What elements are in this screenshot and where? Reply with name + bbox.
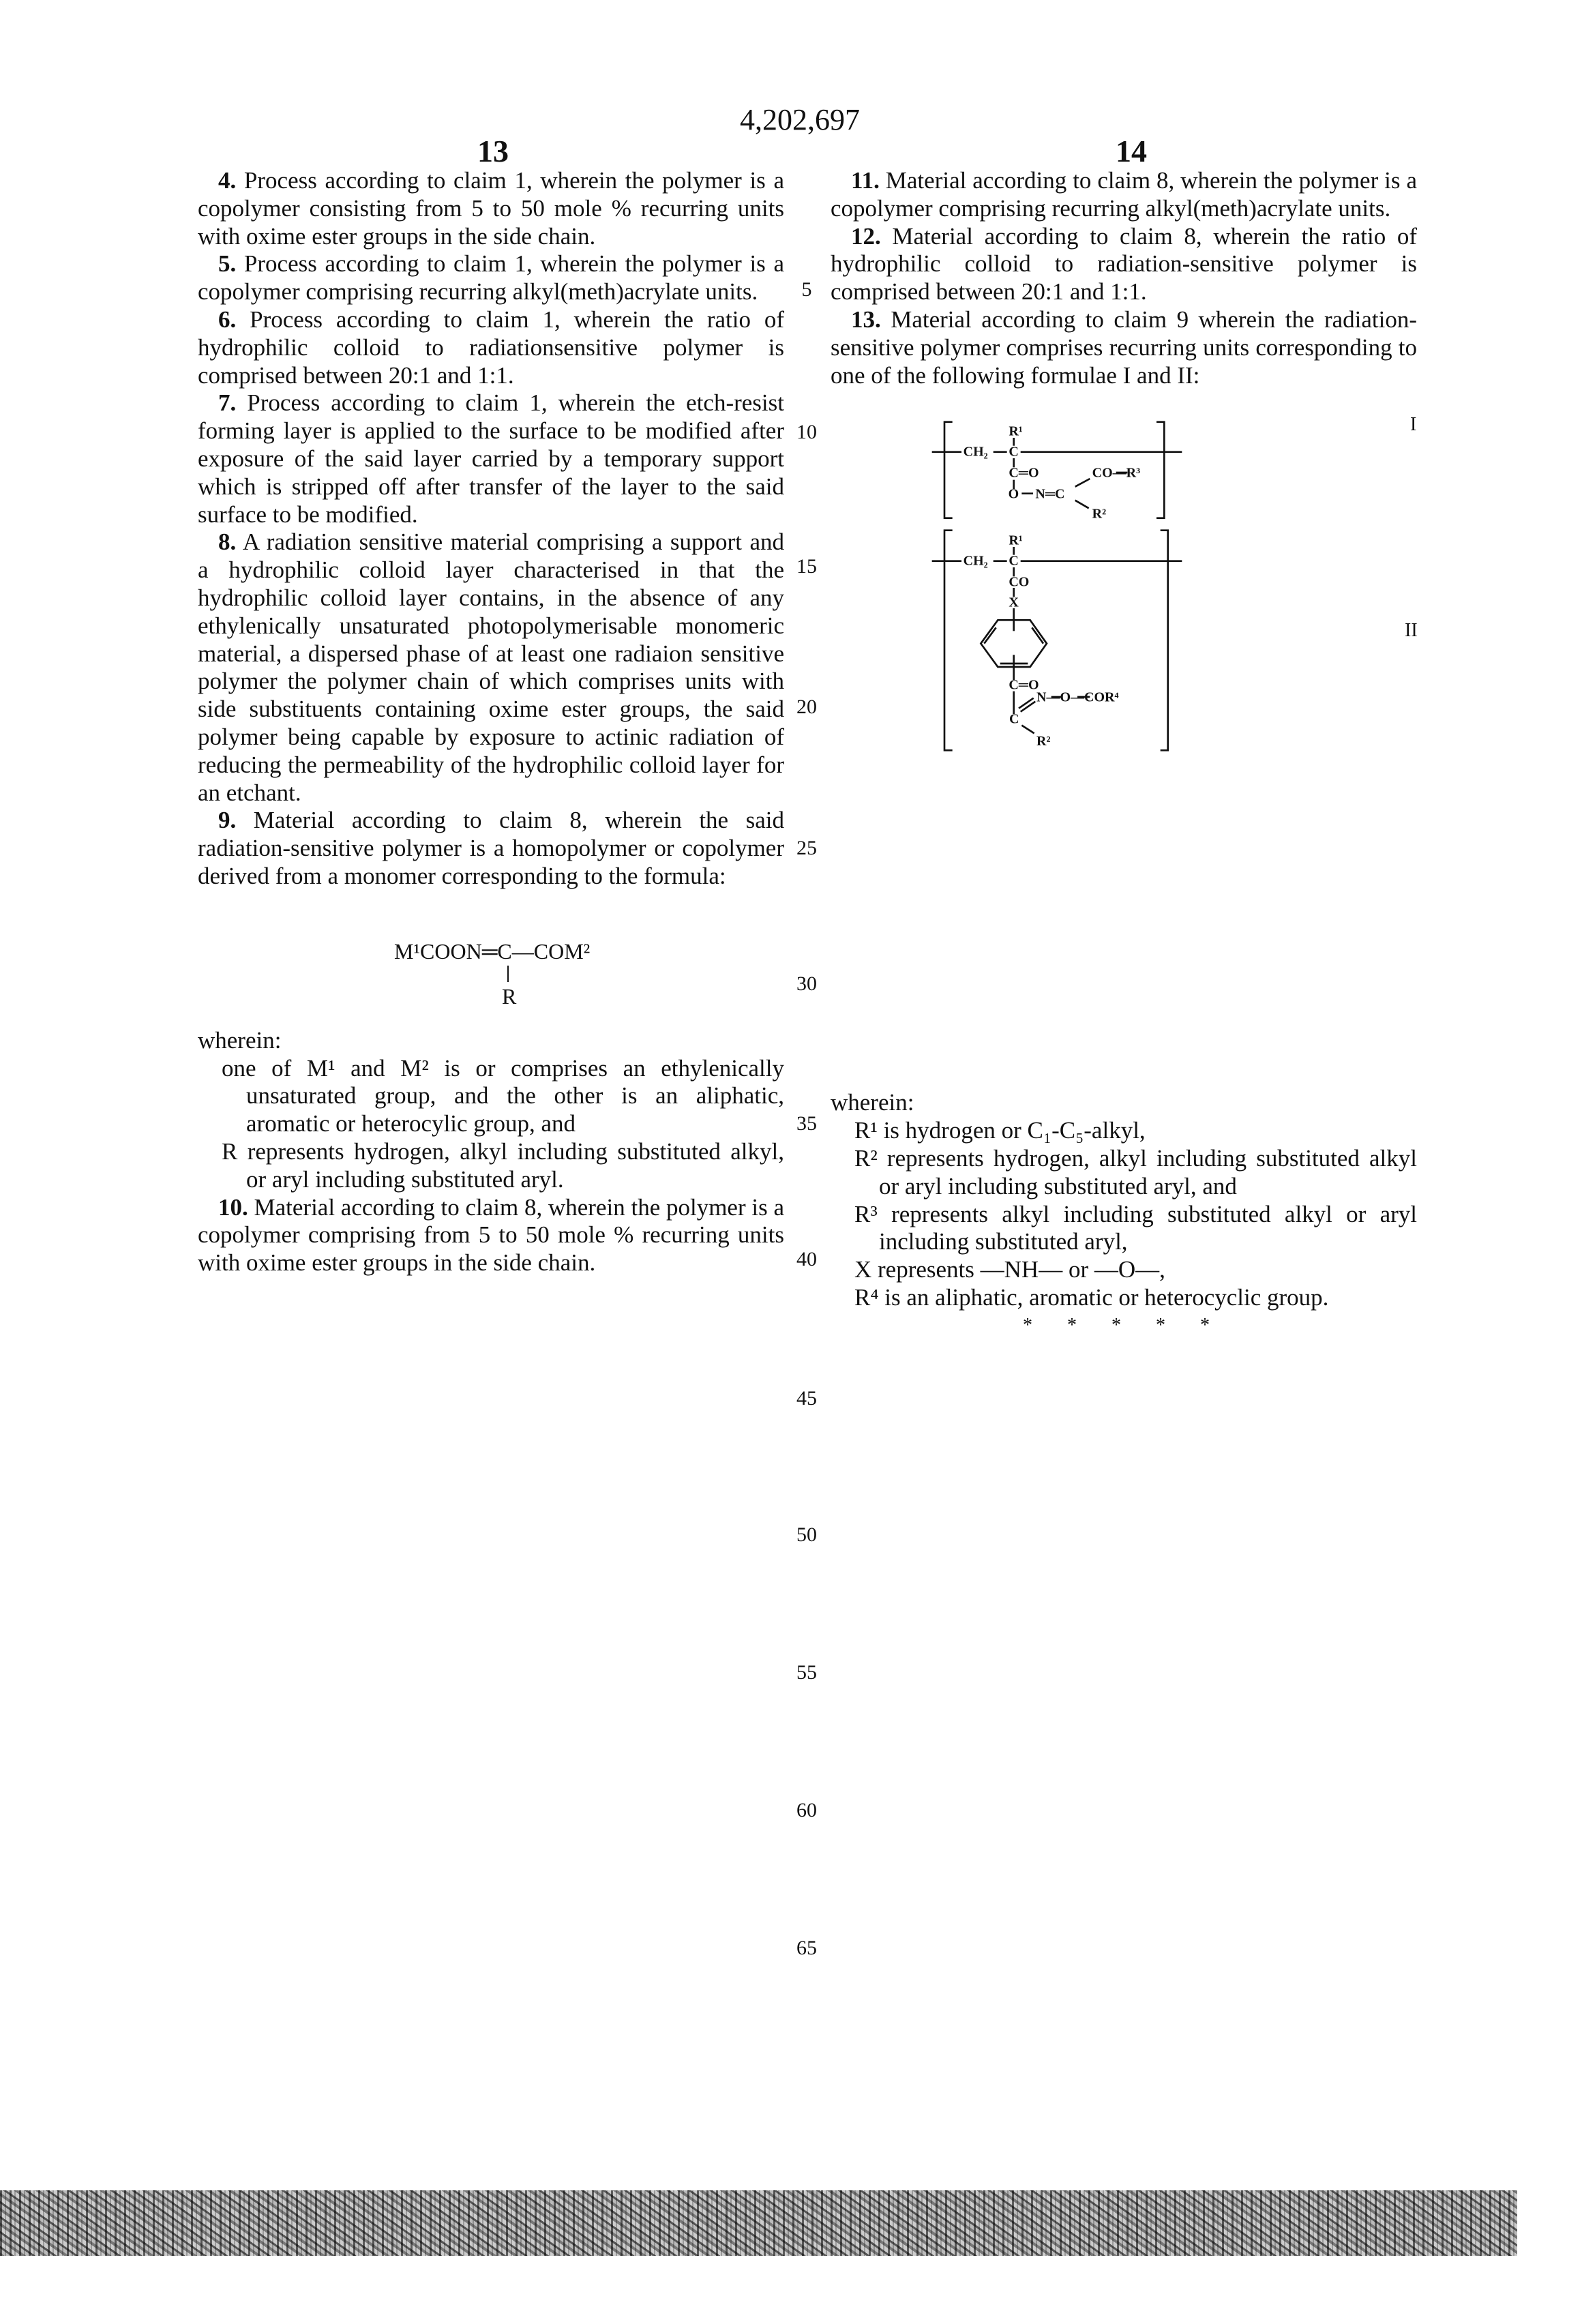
claim-13: 13. Material according to claim 9 wherein the radiation-sensitive polymer comprises recurring units corresponding to one of the following formulae I and II:	[831, 306, 1417, 389]
ch2-label: CH₂	[964, 445, 988, 460]
definition-r3: R³ represents alkyl including substituted alkyl or aryl including substituted aryl,	[854, 1201, 1417, 1257]
claim-11: 11. Material according to claim 8, wherein the polymer is a copolymer comprising recurring alkyl(meth)acrylate units.	[831, 167, 1417, 223]
line-number: 25	[793, 837, 820, 860]
c-label: C	[1009, 445, 1018, 460]
formula-label-i: I	[1410, 414, 1416, 436]
definition-m1-m2: one of M¹ and M² is or comprises an ethylenically unsaturated group, and the other is an aliphatic, aromatic or heterocylic group, and	[222, 1055, 784, 1138]
line-number: 45	[793, 1387, 820, 1410]
oxime-label: N═C	[1035, 487, 1064, 502]
formula-label-ii: II	[1405, 620, 1418, 642]
r2-label: R²	[1036, 734, 1050, 749]
wherein-left: wherein:	[198, 1027, 784, 1055]
definition-r4: R⁴ is an aliphatic, aromatic or heterocyclic group.	[854, 1284, 1417, 1312]
cor3-label: CO—R³	[1092, 466, 1140, 481]
claim-7: 7. Process according to claim 1, wherein the etch-resist forming layer is applied to the surface to be modified after exposure of the said layer carried by a temporary support which is stripped off after transfer of the layer to the said surface to be modified.	[198, 389, 784, 528]
r2-label: R²	[1092, 507, 1106, 522]
definition-x: X represents —NH— or —O—,	[854, 1256, 1417, 1284]
scan-barcode-strip	[0, 2190, 1517, 2256]
patent-number: 4,202,697	[740, 102, 860, 137]
definitions-right	[831, 1117, 1417, 1312]
bracket-right	[1156, 422, 1164, 518]
co-label: CO	[1009, 575, 1029, 590]
column-number-left: 13	[477, 133, 509, 169]
line-number: 10	[793, 421, 820, 444]
structural-formulae-block	[886, 393, 1364, 1075]
right-column	[831, 167, 1417, 1337]
column-number-right: 14	[1116, 133, 1147, 169]
structural-formulae	[886, 393, 1364, 1075]
formula-substituent: R	[502, 983, 516, 1009]
line-number: 60	[793, 1799, 820, 1822]
line-number: 40	[793, 1248, 820, 1271]
claim-6: 6. Process according to claim 1, wherein the ratio of hydrophilic colloid to radiationsensitive polymer is comprised between 20:1 and 1:1.	[198, 306, 784, 389]
carbonyl-label: C═O	[1009, 678, 1039, 693]
left-column	[198, 167, 784, 1277]
carbonyl-label: C═O	[1009, 466, 1039, 481]
claim-8: 8. A radiation sensitive material comprising a support and a hydrophilic colloid layer characterised in that the hydrophilic colloid layer contains, in the absence of any ethylenically unsaturated photopolymerisable monomeric material, a dispersed phase of at least one radiaion sensitive polymer the polymer chain of which comprises units with side substituents containing oxime ester groups, the said polymer being capable by exposure to actinic radiation of reducing the permeability of the hydrophilic colloid layer for an etchant.	[198, 528, 784, 807]
line-number: 55	[793, 1661, 820, 1684]
end-marks: * * * * *	[1023, 1315, 1417, 1337]
claim-9: 9. Material according to claim 8, wherein the said radiation-sensitive polymer is a homopolymer or copolymer derived from a monomer corresponding to the formula:	[198, 807, 784, 890]
bracket-right	[1161, 531, 1168, 751]
line-number: 65	[793, 1937, 820, 1960]
claim-12: 12. Material according to claim 8, wherein the ratio of hydrophilic colloid to radiation-sensitive polymer is comprised between 20:1 and 1:1.	[831, 223, 1417, 306]
formula-main: M¹COON═C—COM²	[394, 938, 784, 964]
line-number: 15	[793, 555, 820, 578]
nocor4-label: N—O—COR⁴	[1036, 690, 1118, 705]
c-label: C	[1009, 554, 1018, 569]
line-number: 5	[793, 278, 820, 301]
definition-r2: R² represents hydrogen, alkyl including substituted alkyl or aryl including substituted aryl, and	[854, 1145, 1417, 1201]
bond-line	[507, 966, 509, 982]
definition-r1: R¹ is hydrogen or C₁-C₅-alkyl,	[854, 1117, 1417, 1145]
definitions-left	[198, 1055, 784, 1194]
claim-5: 5. Process according to claim 1, wherein the polymer is a copolymer comprising recurring alkyl(meth)acrylate units.	[198, 250, 784, 306]
r1-label: R¹	[1009, 533, 1022, 548]
line-number: 20	[793, 696, 820, 719]
claim-10: 10. Material according to claim 8, wherein the polymer is a copolymer comprising from 5 to 50 mole % recurring units with oxime ester groups in the side chain.	[198, 1194, 784, 1277]
r1-label: R¹	[1009, 424, 1022, 439]
line-number: 50	[793, 1523, 820, 1547]
bracket-left	[944, 531, 953, 751]
x-label: X	[1009, 595, 1019, 610]
monomer-formula	[394, 938, 784, 1013]
claim-4: 4. Process according to claim 1, wherein the polymer is a copolymer consisting from 5 to 50 mole % recurring units with oxime ester groups in the side chain.	[198, 167, 784, 250]
ch2-label: CH₂	[964, 554, 988, 569]
line-number: 35	[793, 1112, 820, 1135]
o-label: O	[1009, 487, 1019, 502]
wherein-right: wherein:	[831, 1089, 1417, 1117]
line-number: 30	[793, 972, 820, 996]
c-label: C	[1009, 712, 1019, 727]
definition-r: R represents hydrogen, alkyl including substituted alkyl, or aryl including substituted aryl.	[222, 1138, 784, 1194]
bracket-left	[944, 422, 953, 518]
